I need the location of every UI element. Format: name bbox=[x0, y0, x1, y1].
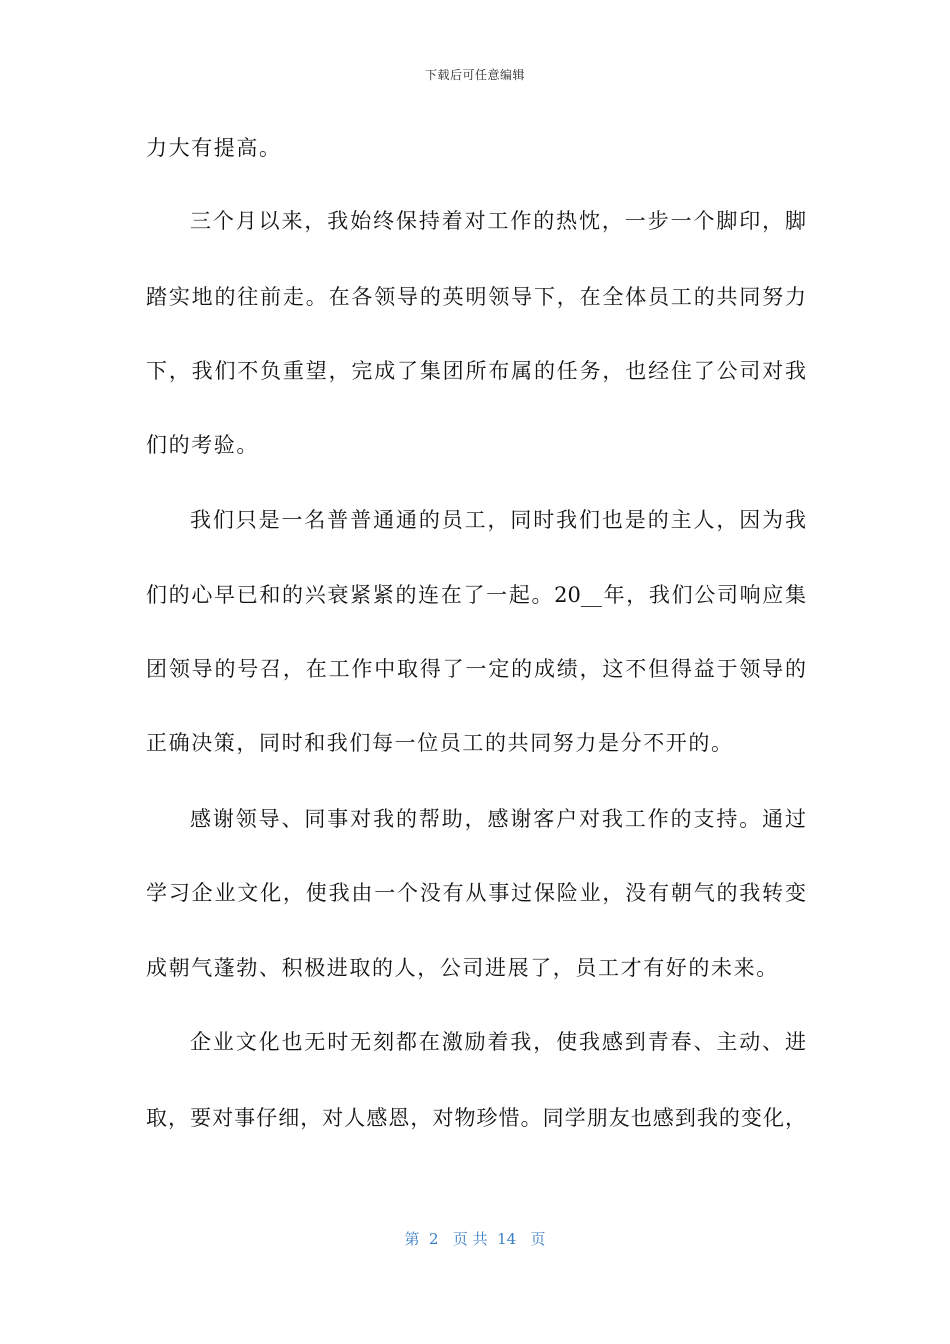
text-line: 感谢领导、同事对我的帮助，感谢客户对我工作的支持。通过 bbox=[190, 807, 806, 831]
page-number-footer: 第 2 页 共 14 页 bbox=[404, 1230, 546, 1248]
text-line: 三个月以来，我始终保持着对工作的热忱，一步一个脚印，脚 bbox=[190, 209, 806, 233]
text-line: 力大有提高。 bbox=[146, 136, 282, 160]
text-line: 学习企业文化，使我由一个没有从事过保险业，没有朝气的我转变 bbox=[146, 881, 806, 905]
text-line: 取，要对事仔细，对人感恩，对物珍惜。同学朋友也感到我的变化， bbox=[146, 1106, 806, 1130]
text-line: 团领导的号召，在工作中取得了一定的成绩，这不但得益于领导的 bbox=[146, 657, 806, 681]
text-line: 踏实地的往前走。在各领导的英明领导下，在全体员工的共同努力 bbox=[146, 285, 806, 309]
text-line: 们的考验。 bbox=[146, 433, 259, 457]
text-line: 正确决策，同时和我们每一位员工的共同努力是分不开的。 bbox=[146, 731, 734, 755]
text-line: 们的心早已和的兴衰紧紧的连在了一起。20__年，我们公司响应集 bbox=[146, 583, 806, 607]
text-line: 我们只是一名普普通通的员工，同时我们也是的主人，因为我 bbox=[190, 508, 806, 532]
text-line: 下，我们不负重望，完成了集团所布属的任务，也经住了公司对我 bbox=[146, 359, 806, 383]
text-line: 成朝气蓬勃、积极进取的人，公司进展了，员工才有好的未来。 bbox=[146, 956, 779, 980]
page-header-note: 下载后可任意编辑 bbox=[424, 68, 525, 82]
text-line: 企业文化也无时无刻都在激励着我，使我感到青春、主动、进 bbox=[190, 1030, 806, 1054]
